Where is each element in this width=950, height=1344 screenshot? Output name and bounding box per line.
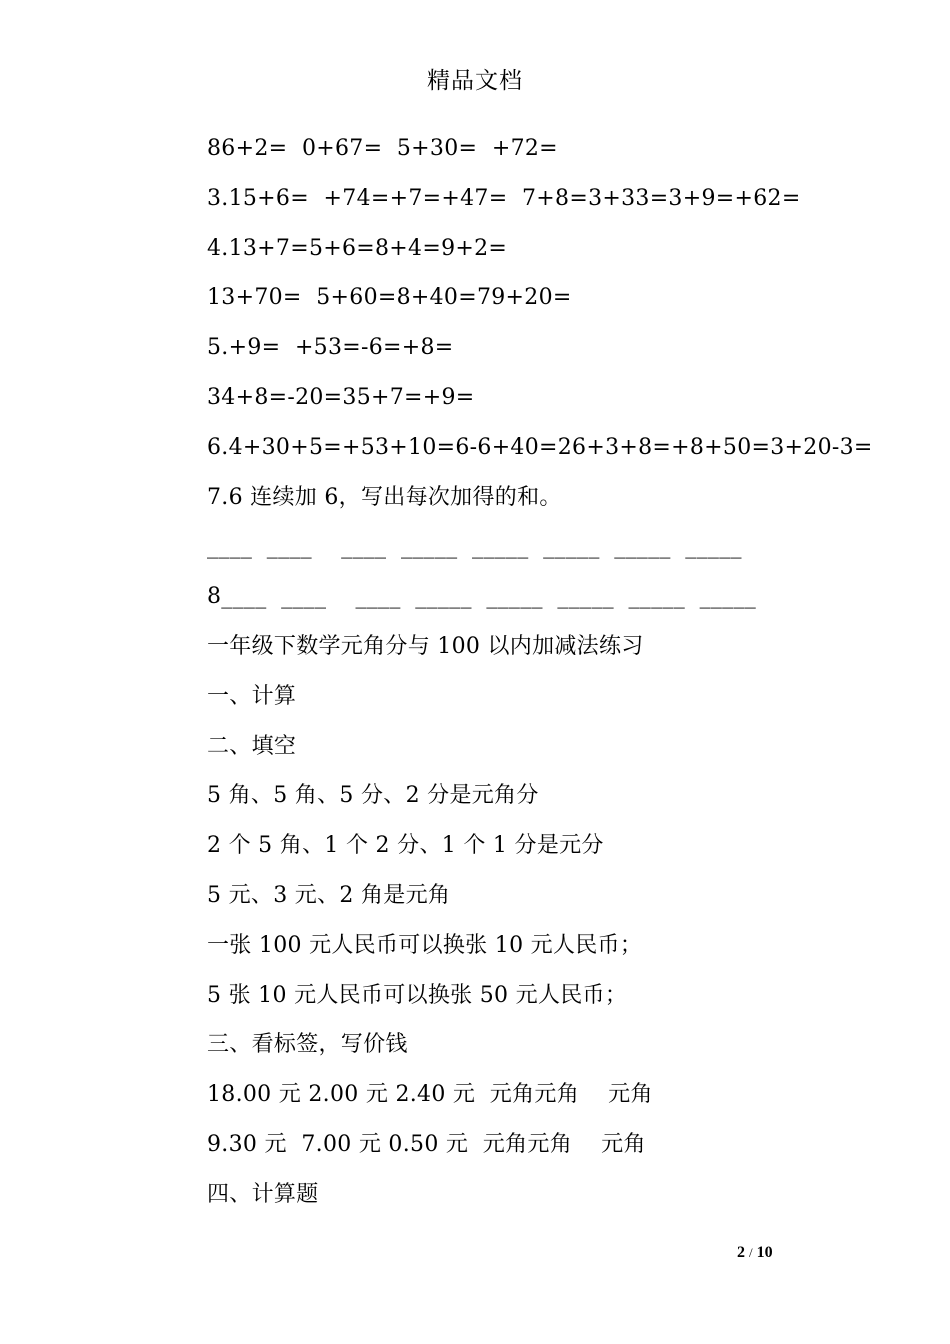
- section-title: 一年级下数学元角分与 100 以内加减法练习: [207, 633, 644, 659]
- text-line: 2 个 5 角、1 个 2 分、1 个 1 分是元分: [207, 833, 604, 859]
- text-line: 13+70= 5+60=8+40=79+20=: [207, 285, 572, 311]
- page-number: [737, 1243, 773, 1263]
- text-line: 7.6 连续加 6，写出每次加得的和。: [207, 484, 562, 510]
- text-line: 5.+9= +53=-6=+8=: [207, 335, 454, 361]
- text-line: 5 张 10 元人民币可以换张 50 元人民币；: [207, 982, 628, 1008]
- text-line: 3.15+6= +74=+7=+47= 7+8=3+33=3+9=+62=: [207, 185, 801, 211]
- blank-answer-line: ____ ____ ____ _____ _____ _____ _____ _____: [207, 534, 742, 560]
- page-separator: /: [749, 1245, 753, 1260]
- text-line: 一张 100 元人民币可以换张 10 元人民币；: [207, 932, 643, 958]
- blank-answer-line: 8____ ____ ____ _____ _____ _____ _____ _____: [207, 584, 757, 610]
- text-line: 5 角、5 角、5 分、2 分是元角分: [207, 783, 539, 809]
- text-line: 86+2= 0+67= 5+30= +72=: [207, 136, 558, 161]
- current-page-number: 2: [737, 1244, 745, 1261]
- section-heading: 二、填空: [207, 733, 297, 759]
- section-heading: 三、看标签，写价钱: [207, 1032, 408, 1058]
- text-line: 5 元、3 元、2 角是元角: [207, 882, 451, 908]
- text-line: 4.13+7=5+6=8+4=9+2=: [207, 235, 508, 261]
- page-header-title: 精品文档: [427, 68, 523, 94]
- text-line: 18.00 元 2.00 元 2.40 元 元角元角 元角: [207, 1082, 653, 1108]
- section-heading: 四、计算题: [207, 1181, 319, 1207]
- document-body: [207, 130, 907, 1226]
- section-heading: 一、计算: [207, 683, 297, 709]
- text-line: 34+8=-20=35+7=+9=: [207, 384, 475, 410]
- text-line: 6.4+30+5=+53+10=6-6+40=26+3+8=+8+50=3+20-3=: [207, 434, 873, 460]
- total-pages-number: 10: [756, 1244, 773, 1261]
- text-line: 9.30 元 7.00 元 0.50 元 元角元角 元角: [207, 1131, 646, 1157]
